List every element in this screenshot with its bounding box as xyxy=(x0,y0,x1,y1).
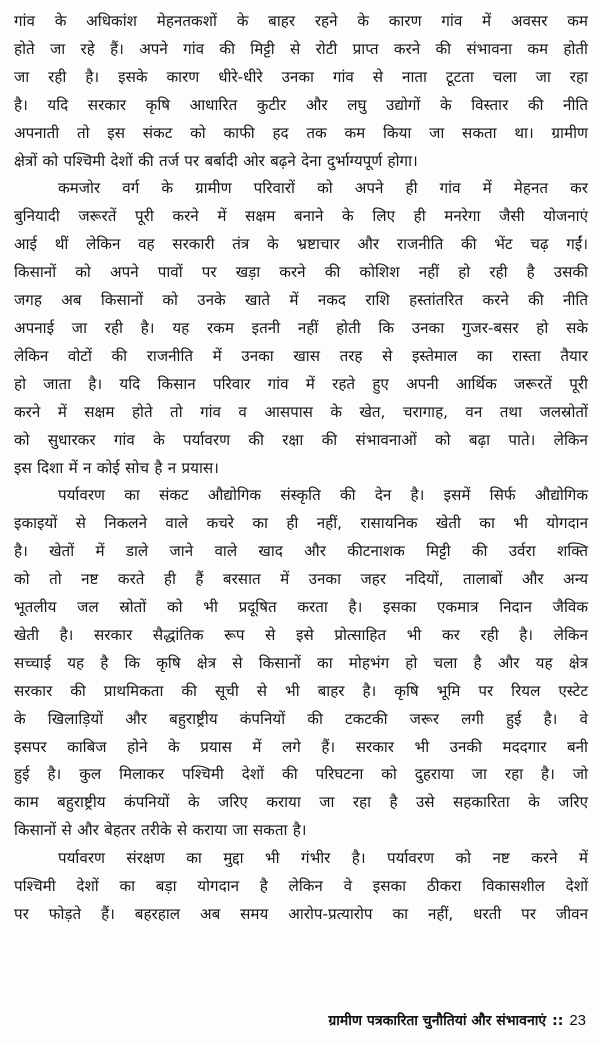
text-line: इकाइयों से निकलने वाले कचरे का ही नहीं, रासायनिक खेती का भी योगदान xyxy=(14,514,588,533)
text-line: है। खेतों में डाले जाने वाले खाद और कीटनाशक मिट्टी की उर्वरा शक्ति xyxy=(14,542,588,561)
text-line: को तो नष्ट करते ही हैं बरसात में उनका जहर नदियों, तालाबों और अन्य xyxy=(14,570,588,589)
text-line: लेकिन वोटों की राजनीति में उनका खास तरह से इस्तेमाल का रास्ता तैयार xyxy=(14,346,588,365)
page-number: 23 xyxy=(569,1012,586,1029)
text-line: पर्यावरण का संकट औद्योगिक संस्कृति की देन है। इसमें सिर्फ औद्योगिक xyxy=(58,486,588,505)
text-line: करने में सक्षम होते तो गांव व आसपास के खेत, चरागाह, वन तथा जलस्रोतों xyxy=(14,402,588,421)
running-title: ग्रामीण पत्रकारिता चुनौतियां और संभावनाएं xyxy=(328,1013,547,1029)
text-line: हुई है। कुल मिलाकर पश्चिमी देशों की परिघटना को दुहराया जा रहा है। जो xyxy=(14,765,588,784)
body-text xyxy=(14,8,588,929)
text-line: अपनाती तो इस संकट को काफी हद तक कम किया जा सकता था। ग्रामीण xyxy=(14,123,588,142)
text-line: सरकार की प्राथमिकता की सूची से भी बाहर है। कृषि भूमि पर रियल एस्टेट xyxy=(14,681,588,700)
text-line: सच्चाई यह है कि कृषि क्षेत्र से किसानों का मोहभंग हो चला है और यह क्षेत्र xyxy=(14,653,588,672)
paragraph xyxy=(14,175,588,482)
text-line: आई थीं लेकिन वह सरकारी तंत्र के भ्रष्टाचार और राजनीति की भेंट चढ़ गईं। xyxy=(14,235,588,254)
text-line: पर्यावरण संरक्षण का मुद्दा भी गंभीर है। पर्यावरण को नष्ट करने में xyxy=(58,849,588,868)
text-line: के खिलाड़ियों और बहुराष्ट्रीय कंपनियों की टकटकी जरूर लगी हुई है। वे xyxy=(14,709,588,728)
text-line: किसानों से और बेहतर तरीके से कराया जा सकता है। xyxy=(14,821,307,840)
text-line: इस दिशा में न कोई सोच है न प्रयास। xyxy=(14,458,219,477)
text-line: किसानों को अपने पावों पर खड़ा करने की कोशिश नहीं हो रही है उसकी xyxy=(14,263,588,282)
text-line: को सुधारकर गांव के पर्यावरण की रक्षा की संभावनाओं को बढ़ा पाते। लेकिन xyxy=(14,430,588,449)
text-line: बुनियादी जरूरतें पूरी करने में सक्षम बनाने के लिए ही मनरेगा जैसी योजनाएं xyxy=(14,207,588,226)
text-line: होते जा रहे हैं। अपने गांव की मिट्टी से रोटी प्राप्त करने की संभावना कम होती xyxy=(14,39,588,58)
paragraph xyxy=(14,482,588,845)
text-line: अपनाई जा रही है। यह रकम इतनी नहीं होती कि उनका गुजर-बसर हो सके xyxy=(14,318,588,337)
text-line: कमजोर वर्ग के ग्रामीण परिवारों को अपने ही गांव में मेहनत कर xyxy=(58,179,588,198)
footer-separator: :: xyxy=(552,1013,564,1029)
page-footer xyxy=(328,1011,586,1030)
text-line: हो जाता है। यदि किसान परिवार गांव में रहते हुए अपनी आर्थिक जरूरतें पूरी xyxy=(14,374,588,393)
paragraph xyxy=(14,8,588,175)
text-line: खेती है। सरकार सैद्धांतिक रूप से इसे प्रोत्साहित भी कर रही है। लेकिन xyxy=(14,625,588,644)
text-line: पर फोड़ते हैं। बहरहाल अब समय आरोप-प्रत्यारोप का नहीं, धरती पर जीवन xyxy=(14,905,588,923)
text-line: क्षेत्रों को पश्चिमी देशों की तर्ज पर बर्बादी ओर बढ़ने देना दुर्भाग्यपूर्ण होगा। xyxy=(14,151,418,170)
paragraph xyxy=(14,845,588,929)
text-line: इसपर काबिज होने के प्रयास में लगे हैं। सरकार भी उनकी मददगार बनी xyxy=(14,737,588,756)
text-line: जगह अब किसानों को उनके खाते में नकद राशि हस्तांतरित करने की नीति xyxy=(14,291,588,310)
text-line: भूतलीय जल स्रोतों को भी प्रदूषित करता है। इसका एकमात्र निदान जैविक xyxy=(14,598,588,617)
text-line: पश्चिमी देशों का बड़ा योगदान है लेकिन वे इसका ठीकरा विकासशील देशों xyxy=(14,877,588,896)
text-line: काम बहुराष्ट्रीय कंपनियों के जरिए कराया जा रहा है उसे सहकारिता के जरिए xyxy=(14,793,588,812)
text-line: गांव के अधिकांश मेहनतकशों के बाहर रहने के कारण गांव में अवसर कम xyxy=(14,12,588,30)
text-line: जा रही है। इसके कारण धीरे-धीरे उनका गांव से नाता टूटता चला जा रहा xyxy=(14,67,588,86)
text-line: है। यदि सरकार कृषि आधारित कुटीर और लघु उद्योगों के विस्तार की नीति xyxy=(14,95,588,114)
